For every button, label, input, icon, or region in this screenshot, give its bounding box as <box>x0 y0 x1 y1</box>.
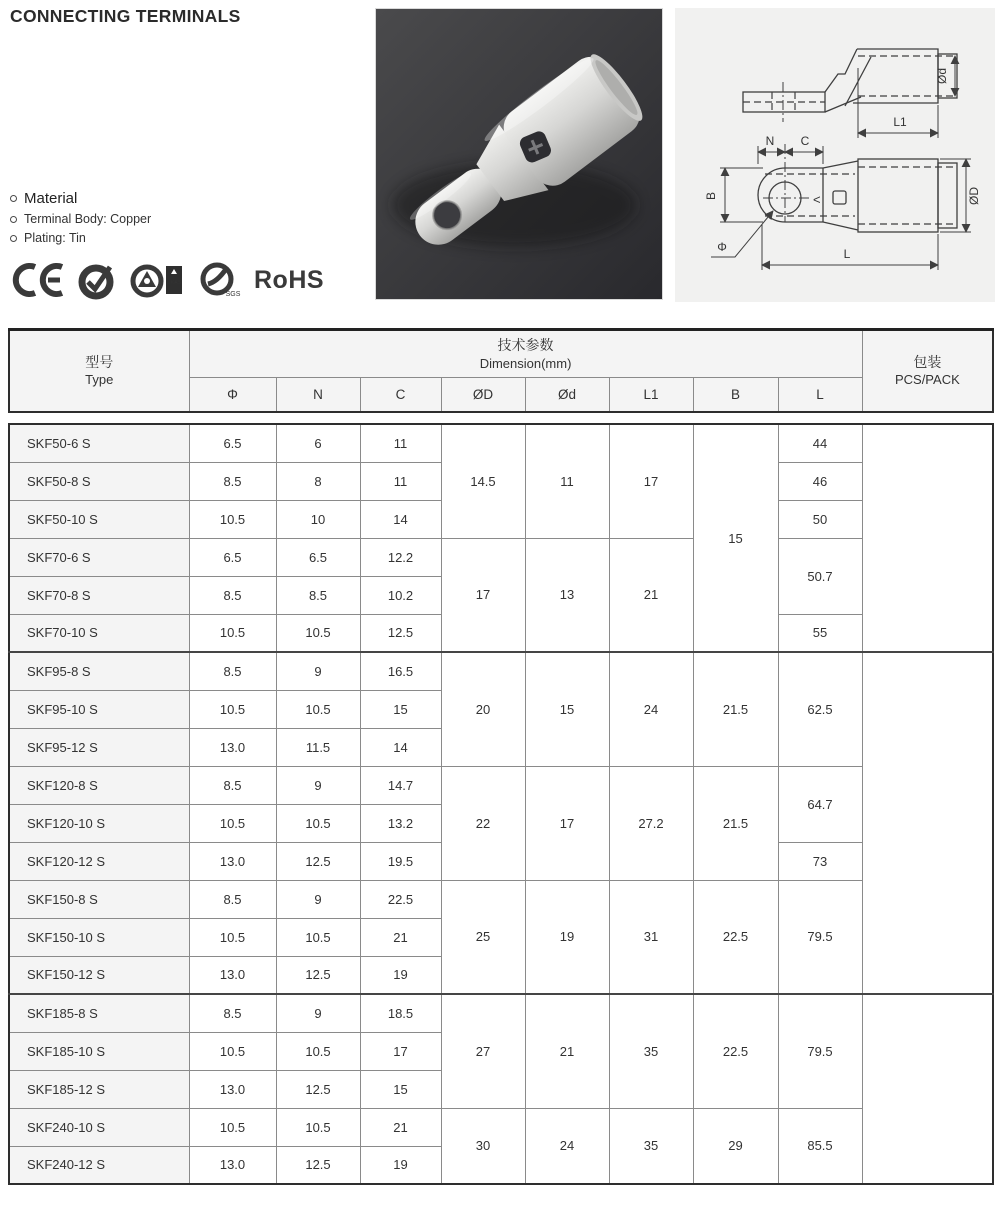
value-cell: 21 <box>360 918 441 956</box>
value-cell: 17 <box>525 766 609 880</box>
bullet-icon <box>10 216 17 223</box>
svg-text:SGS: SGS <box>225 291 241 298</box>
value-cell: 50 <box>778 500 862 538</box>
value-cell: 22.5 <box>693 994 778 1108</box>
spec-table-body <box>8 423 994 1185</box>
dim-label-dia-big: ØD <box>967 187 981 205</box>
value-cell: 13.0 <box>189 956 276 994</box>
table-row <box>9 538 993 576</box>
type-cell: SKF185-10 S <box>9 1032 189 1070</box>
rohs-label: RoHS <box>254 265 325 294</box>
table-row <box>9 1108 993 1146</box>
value-cell: 11.5 <box>276 728 360 766</box>
value-cell: 12.5 <box>276 1070 360 1108</box>
value-cell: 21 <box>609 538 693 652</box>
value-cell: 10.5 <box>276 1108 360 1146</box>
type-cell: SKF70-6 S <box>9 538 189 576</box>
material-item: Plating: Tin <box>24 231 86 245</box>
value-cell: 8.5 <box>189 766 276 804</box>
sub-col-header: L1 <box>609 378 693 412</box>
top-view-barrel <box>858 159 938 232</box>
dim-label-l1: L1 <box>893 115 907 129</box>
material-heading: Material <box>24 190 78 207</box>
dim-label-dia-small: Ød <box>935 67 949 85</box>
svg-text:UKAS: UKAS <box>166 280 182 286</box>
value-cell: 12.5 <box>360 614 441 652</box>
dim-label-phi: Φ <box>717 240 727 254</box>
col-header-type: 型号 Type <box>9 330 189 412</box>
value-cell: 14.7 <box>360 766 441 804</box>
value-cell: 8.5 <box>189 994 276 1032</box>
value-cell: 9 <box>276 652 360 690</box>
value-cell: 10.5 <box>189 804 276 842</box>
type-cell: SKF70-8 S <box>9 576 189 614</box>
value-cell: 12.5 <box>276 842 360 880</box>
value-cell: 10.5 <box>189 1032 276 1070</box>
value-cell: 6.5 <box>189 424 276 462</box>
dimension-diagram <box>675 8 995 302</box>
page-title: CONNECTING TERMINALS <box>10 6 241 26</box>
value-cell: 46 <box>778 462 862 500</box>
value-cell: 35 <box>609 994 693 1108</box>
value-cell: 14.5 <box>441 424 525 538</box>
value-cell: 55 <box>778 614 862 652</box>
certification-logos <box>8 258 324 302</box>
type-cell: SKF185-8 S <box>9 994 189 1032</box>
value-cell: 17 <box>441 538 525 652</box>
top-view-barrel-end <box>938 163 957 228</box>
value-cell: 24 <box>609 652 693 766</box>
value-cell: 8.5 <box>189 576 276 614</box>
value-cell: 11 <box>360 424 441 462</box>
technical-drawing <box>675 8 995 302</box>
value-cell: 79.5 <box>778 880 862 994</box>
value-cell: 19 <box>360 1146 441 1184</box>
dim-label-c: C <box>800 134 810 148</box>
dim-label-n: N <box>765 134 775 148</box>
table-row <box>9 880 993 918</box>
side-view-barrel <box>853 49 938 103</box>
value-cell: 10.5 <box>276 690 360 728</box>
value-cell: 10.2 <box>360 576 441 614</box>
value-cell: 24 <box>525 1108 609 1184</box>
value-cell: 10.5 <box>276 804 360 842</box>
value-cell: 17 <box>609 424 693 538</box>
value-cell: 9 <box>276 994 360 1032</box>
value-cell: 16.5 <box>360 652 441 690</box>
value-cell: 6.5 <box>276 538 360 576</box>
value-cell: 10 <box>276 500 360 538</box>
inspection-window <box>833 191 846 204</box>
table-row <box>9 652 993 690</box>
checkmark-badge-icon <box>77 260 117 300</box>
value-cell: 30 <box>441 1108 525 1184</box>
value-cell: 64.7 <box>778 766 862 842</box>
value-cell: 17 <box>360 1032 441 1070</box>
value-cell: 13.0 <box>189 1070 276 1108</box>
sub-col-header: B <box>693 378 778 412</box>
value-cell: 13.0 <box>189 728 276 766</box>
value-cell: 29 <box>693 1108 778 1184</box>
value-cell: 11 <box>360 462 441 500</box>
value-cell: 19 <box>360 956 441 994</box>
value-cell: 12.5 <box>276 1146 360 1184</box>
value-cell: 11 <box>525 424 609 538</box>
value-cell: 10.5 <box>189 500 276 538</box>
type-cell: SKF150-8 S <box>9 880 189 918</box>
value-cell: 12.2 <box>360 538 441 576</box>
value-cell: 6.5 <box>189 538 276 576</box>
value-cell: 8.5 <box>189 880 276 918</box>
material-item-row <box>10 212 151 226</box>
type-cell: SKF70-10 S <box>9 614 189 652</box>
value-cell: 15 <box>693 424 778 652</box>
value-cell: 21.5 <box>693 766 778 880</box>
dim-label-l: L <box>843 247 851 261</box>
material-list <box>10 190 151 250</box>
value-cell: 44 <box>778 424 862 462</box>
bullet-icon <box>10 235 17 242</box>
material-heading-row <box>10 190 151 207</box>
type-cell: SKF150-12 S <box>9 956 189 994</box>
value-cell: 19 <box>525 880 609 994</box>
type-cell: SKF240-12 S <box>9 1146 189 1184</box>
value-cell: 21 <box>360 1108 441 1146</box>
value-cell: 21.5 <box>693 652 778 766</box>
value-cell: 8.5 <box>276 576 360 614</box>
value-cell: 12.5 <box>276 956 360 994</box>
sub-col-header: ØD <box>441 378 525 412</box>
value-cell: 79.5 <box>778 994 862 1108</box>
angle-mark: < <box>813 192 821 207</box>
value-cell: 27.2 <box>609 766 693 880</box>
type-cell: SKF95-12 S <box>9 728 189 766</box>
value-cell: 73 <box>778 842 862 880</box>
value-cell: 14 <box>360 500 441 538</box>
value-cell <box>862 994 993 1184</box>
value-cell: 22.5 <box>693 880 778 994</box>
value-cell: 10.5 <box>189 690 276 728</box>
product-photo <box>375 8 663 300</box>
value-cell: 9 <box>276 880 360 918</box>
type-cell: SKF120-8 S <box>9 766 189 804</box>
value-cell: 6 <box>276 424 360 462</box>
value-cell: 62.5 <box>778 652 862 766</box>
value-cell: 18.5 <box>360 994 441 1032</box>
table-row <box>9 766 993 804</box>
value-cell: 13.2 <box>360 804 441 842</box>
value-cell: 35 <box>609 1108 693 1184</box>
value-cell: 50.7 <box>778 538 862 614</box>
value-cell: 22 <box>441 766 525 880</box>
value-cell: 10.5 <box>276 1032 360 1070</box>
value-cell: 19.5 <box>360 842 441 880</box>
value-cell: 22.5 <box>360 880 441 918</box>
type-cell: SKF120-10 S <box>9 804 189 842</box>
table-row <box>9 994 993 1032</box>
spec-table-header <box>8 328 994 413</box>
type-cell: SKF185-12 S <box>9 1070 189 1108</box>
value-cell: 85.5 <box>778 1108 862 1184</box>
material-item-row <box>10 231 151 245</box>
type-cell: SKF150-10 S <box>9 918 189 956</box>
value-cell: 10.5 <box>276 614 360 652</box>
dim-label-b: B <box>704 191 718 201</box>
value-cell <box>862 424 993 652</box>
value-cell: 15 <box>525 652 609 766</box>
type-cell: SKF50-6 S <box>9 424 189 462</box>
type-cell: SKF240-10 S <box>9 1108 189 1146</box>
value-cell: 8.5 <box>189 652 276 690</box>
terminal-lug-photo <box>376 9 662 299</box>
bullet-icon <box>10 195 17 202</box>
value-cell: 13.0 <box>189 842 276 880</box>
type-cell: SKF50-8 S <box>9 462 189 500</box>
value-cell: 10.5 <box>189 918 276 956</box>
value-cell: 21 <box>525 994 609 1108</box>
value-cell: 20 <box>441 652 525 766</box>
value-cell: 14 <box>360 728 441 766</box>
value-cell: 15 <box>360 690 441 728</box>
col-header-dimensions: 技术参数 Dimension(mm) <box>189 330 862 378</box>
value-cell: 31 <box>609 880 693 994</box>
value-cell: 8 <box>276 462 360 500</box>
value-cell: 10.5 <box>189 1108 276 1146</box>
value-cell: 13.0 <box>189 1146 276 1184</box>
value-cell: 13 <box>525 538 609 652</box>
value-cell: 27 <box>441 994 525 1108</box>
value-cell: 10.5 <box>276 918 360 956</box>
sub-col-header: L <box>778 378 862 412</box>
value-cell: 9 <box>276 766 360 804</box>
type-cell: SKF50-10 S <box>9 500 189 538</box>
sub-col-header: C <box>360 378 441 412</box>
value-cell: 8.5 <box>189 462 276 500</box>
value-cell <box>862 652 993 994</box>
sub-col-header: Φ <box>189 378 276 412</box>
sgs-badge-icon <box>197 260 241 300</box>
ce-mark-icon <box>8 262 64 298</box>
ukas-badge-icon <box>130 260 184 300</box>
col-header-pack: 包装 PCS/PACK <box>862 330 993 412</box>
sub-col-header: N <box>276 378 360 412</box>
type-cell: SKF95-8 S <box>9 652 189 690</box>
value-cell: 10.5 <box>189 614 276 652</box>
value-cell: 25 <box>441 880 525 994</box>
value-cell: 15 <box>360 1070 441 1108</box>
material-item: Terminal Body: Copper <box>24 212 152 226</box>
sub-col-header: Ød <box>525 378 609 412</box>
type-cell: SKF120-12 S <box>9 842 189 880</box>
type-cell: SKF95-10 S <box>9 690 189 728</box>
table-row <box>9 424 993 462</box>
